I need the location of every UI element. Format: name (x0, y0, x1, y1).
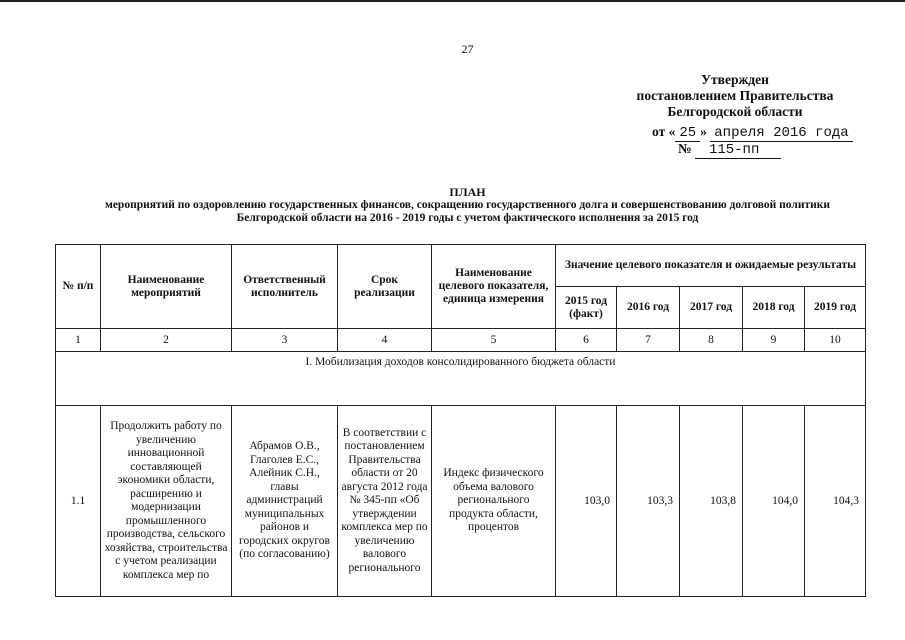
col-number: 6 (556, 329, 617, 352)
col-number: 4 (338, 329, 432, 352)
col-number: 7 (617, 329, 680, 352)
header-term: Срок реализации (338, 245, 432, 329)
date-mid: » (700, 124, 707, 139)
col-number: 10 (805, 329, 866, 352)
header-2016: 2016 год (617, 287, 680, 329)
table-row (56, 406, 866, 597)
row-value-2018: 104,0 (743, 406, 805, 597)
header-values-group: Значение целевого показателя и ожидаемые результаты (556, 245, 866, 287)
header-2019: 2019 год (805, 287, 866, 329)
row-value-2016: 103,3 (617, 406, 680, 597)
approval-number (678, 141, 781, 158)
header-name: Наименование мероприятий (101, 245, 232, 329)
date-month-year: апреля 2016 года (710, 125, 852, 142)
approval-block (600, 72, 870, 120)
approval-line-3: Белгородской области (667, 104, 803, 119)
col-number: 1 (56, 329, 101, 352)
row-indicator: Индекс физического объема валового регионального продукта области, процентов (432, 406, 556, 597)
column-number-row (56, 329, 866, 352)
header-num: № п/п (56, 245, 101, 329)
plan-subtitle: мероприятий по оздоровлению государственных финансов, сокращению государственного долга и совершенствованию долговой политики Белгородской области на 2016 - 2019 годы с учетом фактического исполнения за 2015 год (104, 199, 830, 224)
approval-line-2: постановлением Правительства (636, 88, 834, 103)
row-term: В соответствии с постановлением Правительства области от 20 августа 2012 года № 345-пп «Об утверждении комплекса мер по увеличению валового регионального (338, 406, 432, 597)
date-prefix: от « (652, 124, 676, 139)
row-value-2017: 103,8 (680, 406, 743, 597)
approval-date (652, 124, 853, 141)
row-num: 1.1 (56, 406, 101, 597)
col-number: 8 (680, 329, 743, 352)
header-row-1 (56, 245, 866, 287)
header-executor: Ответственный исполнитель (232, 245, 338, 329)
approval-line-1: Утвержден (701, 72, 769, 87)
col-number: 3 (232, 329, 338, 352)
col-number: 5 (432, 329, 556, 352)
row-value-2019: 104,3 (805, 406, 866, 597)
header-2018: 2018 год (743, 287, 805, 329)
number-value: 115-пп (695, 142, 781, 159)
header-2015: 2015 год (факт) (556, 287, 617, 329)
plan-table (55, 244, 866, 597)
section-title: I. Мобилизация доходов консолидированного бюджета области (56, 352, 866, 406)
row-value-2015: 103,0 (556, 406, 617, 597)
row-executor: Абрамов О.В., Глаголев Е.С., Алейник С.Н., главы администраций муниципальных районов и городских округов (по согласованию) (232, 406, 338, 597)
col-number: 2 (101, 329, 232, 352)
section-row (56, 352, 866, 406)
top-border-line (0, 0, 905, 2)
header-2017: 2017 год (680, 287, 743, 329)
number-prefix: № (678, 141, 692, 156)
plan-title: ПЛАН (449, 185, 486, 199)
date-day: 25 (675, 125, 700, 142)
col-number: 9 (743, 329, 805, 352)
header-indicator: Наименование целевого показателя, единица измерения (432, 245, 556, 329)
row-activity-name: Продолжить работу по увеличению инновационной составляющей экономики области, расширению и модернизации промышленного производства, сельского хозяйства, строительства с учетом реализации комплекса мер по (101, 406, 232, 597)
page-number: 27 (461, 42, 474, 56)
